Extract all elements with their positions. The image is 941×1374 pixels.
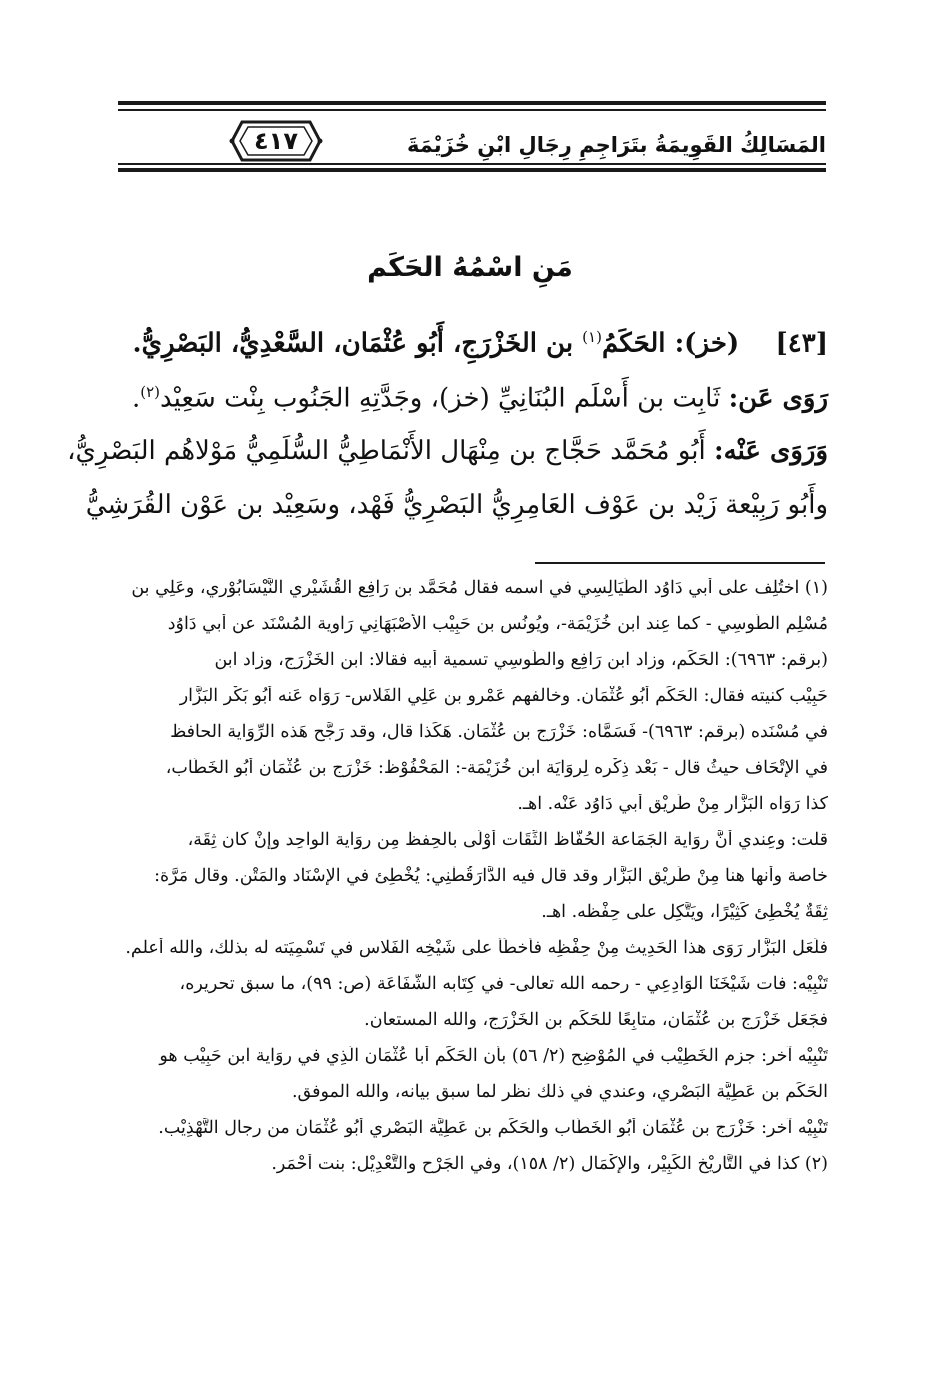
entry-line-4: وأَبُو رَبِيْعة زَيْد بن عَوْف العَامِرِيُّ البَصْرِيُّ فَهْد، وسَعِيْد بن عَوْن القُرَشِيُّ <box>85 490 828 520</box>
narrated-from-label: رَوَى عَن: <box>728 383 828 414</box>
footnote-line: (١) اختُلِف على أبي دَاوُد الطَّيَالِسِي في اسمه فقال مُحَمَّد بن رَافِع القُشَيْرِي النَّيْسَابُوْرِي، وعَلِي بن <box>131 578 828 598</box>
footnote-line: فلَعَل البَزَّار رَوَى هذا الحَدِيث مِنْ حِفْظِه فأَخطَأ على شَيْخِه الفَلاس في تَسْمِيَته له بذلك، والله أعلم. <box>125 938 828 958</box>
section-heading: مَنِ اسْمُهُ الحَكَم <box>367 252 573 283</box>
footnote-line: (٢) كذا في التَّارِيْخ الكَبِيْر، والإِكْمَال (٢/ ١٥٨)، وفي الجَرْح والتَّعْدِيْل: بنت أَحْمَر. <box>271 1154 828 1174</box>
footnote-line: الحَكَم بن عَطِيَّة البَصْرِي، وعندي في ذلك نظر لما سبق بيانه، والله الموفق. <box>291 1082 828 1102</box>
footnote-ref-2[interactable]: (٢) <box>140 383 160 401</box>
footnote-line: خاصة وأنها هنا مِنْ طَرِيْق البَزَّار وقد قال فيه الدَّارَقُطْنِي: يُخْطِئ في الإِسْنَاد والمَتْن. وقال مَرَّة: <box>154 866 828 886</box>
entry-line-2: رَوَى عَن: ثَابِت بن أَسْلَم البُنَانِيِّ (خز)، وجَدَّتِهِ الجَنُوب بِنْت سَعِيْد$^{(٢)}$. <box>131 383 828 414</box>
entry-name: (خز): الحَكَمُ <box>601 328 740 359</box>
footnote-line: تَنْبِيْه: فات شَيْخَنَا الوَادِعِي - رحمه الله تعالى- في كِتَابه الشَّفَاعَة (ص: ٩٩)، ما سبق تحريره، <box>179 974 828 994</box>
running-header-title: المَسَالِكُ القَوِيمَةُ بتَرَاجِمِ رِجَالِ ابْنِ خُزَيْمَةَ <box>406 133 826 157</box>
footnote-line: فجَعَل خَزْرَج بن عُثْمَان، متابِعًا للحَكَم بن الخَزْرَج، والله المستعان. <box>364 1010 828 1030</box>
entry-line-1 <box>112 328 828 359</box>
narrated-from-text: ثَابِت بن أَسْلَم البُنَانِيِّ (خز)، وجَدَّتِهِ الجَنُوب بِنْت سَعِيْد <box>159 383 721 414</box>
entry-line-3 <box>67 436 828 466</box>
page-number: ٤١٧ <box>254 127 298 155</box>
footnote-line: حَبِيْب كنيته فقال: الحَكَم أَبُو عُثْمَان. وخالفهم عَمْرو بن عَلِي الفَلاس- رَوَاه عَنه أَبُو بَكْر البَزَّار <box>179 686 828 706</box>
entry-name-rest: بن الخَزْرَجِ، أَبُو عُثْمَان، السَّعْدِيُّ، البَصْرِيُّ. <box>132 328 574 359</box>
footnote-separator <box>535 562 825 564</box>
narrated-by-label: وَرَوَى عَنْه: <box>714 436 828 466</box>
entry-number: [٤٣] <box>775 328 828 359</box>
footnote-ref-1[interactable]: (١) <box>582 328 602 346</box>
footnote-line: تَنْبِيْه آخر: خَزْرَج بن عُثْمَان أَبُو الخَطَّاب والحَكَم بن عَطِيَّة البَصْرِي أَبُو عُثْمَان من رجال التَّهْذِيْب. <box>158 1118 828 1138</box>
footnote-line: مُسْلِم الطُّوسِي - كما عِند ابن خُزَيْمَة-، ويُونُس بن حَبِيْب الأَصْبَهَانِي رَاوِية المُسْنَد عن أبي دَاوُد <box>167 614 828 634</box>
page-number-badge <box>228 118 324 164</box>
narrated-by-text: أَبُو مُحَمَّد حَجَّاج بن مِنْهَال الأَنْمَاطِيُّ السُّلَمِيُّ مَوْلاهُم البَصْرِيُّ، <box>67 436 706 466</box>
header-rule-top <box>118 101 826 105</box>
footnote-line: كذا رَوَاه البَزَّار مِنْ طَرِيْق أبي دَاوُد عَنْه. اهـ. <box>517 794 828 814</box>
header-rule-top-thin <box>118 109 826 111</box>
footnote-line: ثِقَةٌ يُخْطِئ كَثِيْرًا، ويَتَّكِل على حِفْظه. اهـ. <box>541 902 828 922</box>
footnote-line: قلت: وعِندي أَنَّ رِوَاية الجَمَاعة الحُفَّاظ الثِّقَات أَوْلَى بالحِفظ مِن رِوَاية الواحِد وإِنْ كان ثِقَة، <box>187 830 828 850</box>
header-rule-bottom-thin <box>118 163 826 165</box>
footnote-line: تَنْبِيْه آخر: جزم الخَطِيْب في المُوْضِح (٢/ ٥٦) بأن الحَكَم أبا عُثْمَان الَّذِي في رِوَاية ابن حَبِيْب هو <box>159 1046 828 1066</box>
footnote-line: (برقم: ٦٩٦٣): الحَكَم، وزاد ابن رَافِع والطُّوسِي تسمية أبيه فقالا: ابن الخَزْرَج، وزاد ابن <box>214 650 828 670</box>
footnote-line: في الإِتْحَاف حيثُ قال - بَعْد ذِكْرِه لِرِوَايَة ابن خُزَيْمَة-: المَحْفُوْظ: خَزْرَج بن عُثْمَان أَبُو الخَطَّاب، <box>165 758 828 778</box>
footnote-line: في مُسْنَده (برقم: ٦٩٦٣)- فَسَمَّاه: خَزْرَج بن عُثْمَان. هَكَذا قال، وقد رَجَّح هَذه الرِّوَاية الحافظ <box>170 722 828 742</box>
header-rule-bottom <box>118 168 826 172</box>
